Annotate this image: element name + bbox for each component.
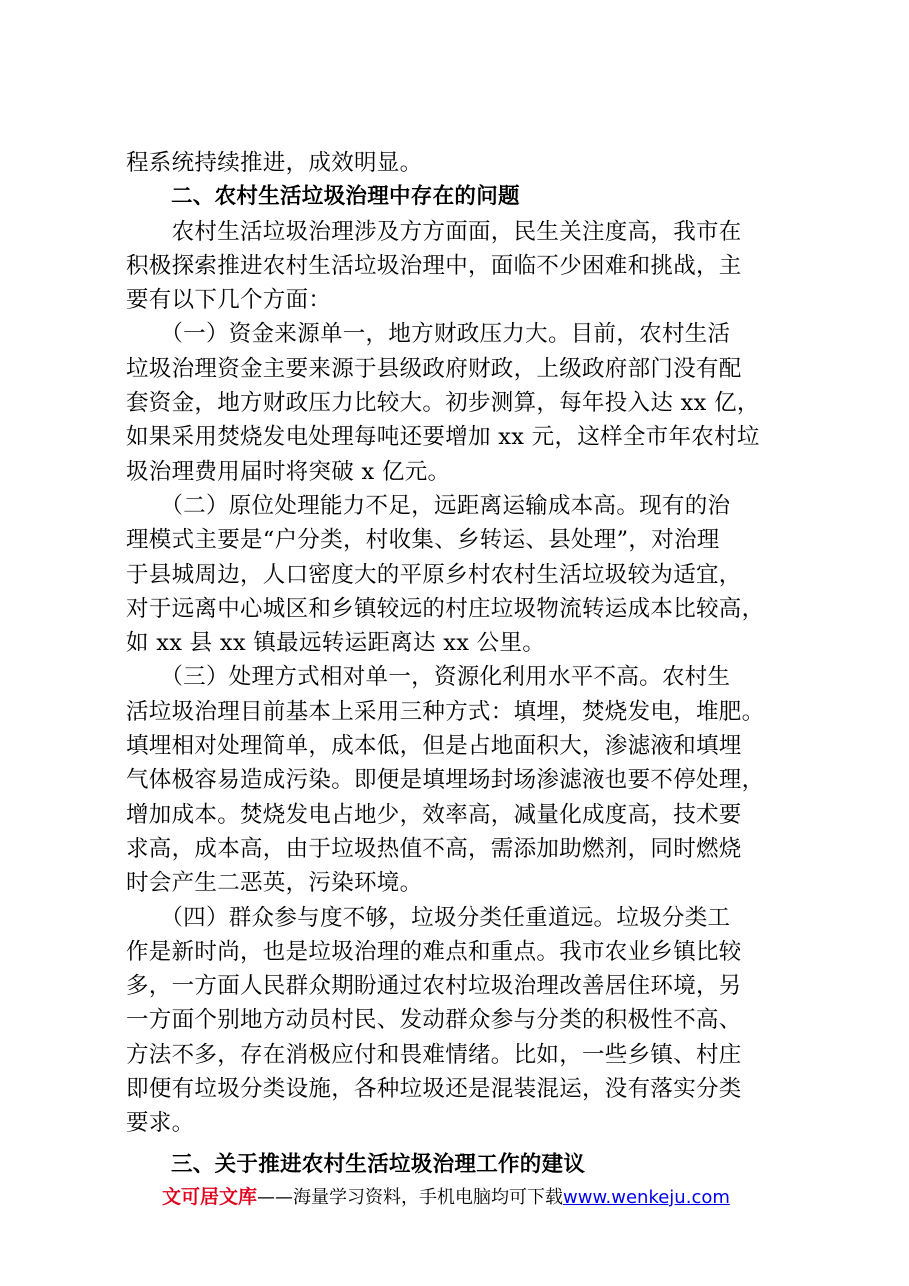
footer-website-link[interactable]: www.wenkeju.com bbox=[563, 1187, 730, 1208]
document-body bbox=[126, 146, 796, 1182]
body-text-line: 积极探索推进农村生活垃圾治理中，面临不少困难和挑战，主 bbox=[126, 252, 742, 279]
body-text-line: 垃圾治理资金主要来源于县级政府财政，上级政府部门没有配 bbox=[126, 355, 742, 382]
body-text-line: （一）资金来源单一，地方财政压力大。目前，农村生活 bbox=[126, 321, 731, 348]
body-text-line: 一方面个别地方动员村民、发动群众参与分类的积极性不高、 bbox=[126, 1007, 742, 1034]
body-text-line: 于县城周边，人口密度大的平原乡村农村生活垃圾较为适宜， bbox=[126, 561, 742, 588]
body-text-line: 气体极容易造成污染。即便是填埋场封场渗滤液也要不停处理， bbox=[126, 767, 765, 794]
body-text-line: 作是新时尚，也是垃圾治理的难点和重点。我市农业乡镇比较 bbox=[126, 938, 742, 965]
body-text-line: 农村生活垃圾治理涉及方方面面，民生关注度高，我市在 bbox=[126, 218, 742, 245]
body-text-line: 要求。 bbox=[126, 1110, 195, 1137]
footer-banner bbox=[162, 1182, 730, 1209]
body-text-line: 理模式主要是“户分类，村收集、乡转运、县处理”，对治理 bbox=[126, 527, 720, 554]
body-text-line: 方法不多，存在消极应付和畏难情绪。比如，一些乡镇、村庄 bbox=[126, 1041, 742, 1068]
body-text-line: 如 xx 县 xx 镇最远转运距离达 xx 公里。 bbox=[126, 630, 546, 657]
body-text-line: 求高，成本高，由于垃圾热值不高，需添加助燃剂，同时燃烧 bbox=[126, 835, 742, 862]
section-heading: 二、农村生活垃圾治理中存在的问题 bbox=[171, 184, 520, 210]
body-text-line: 圾治理费用届时将突破 x 亿元。 bbox=[126, 458, 451, 485]
body-text-line: 多，一方面人民群众期盼通过农村垃圾治理改善居住环境，另 bbox=[126, 973, 742, 1000]
body-text-line: （三）处理方式相对单一，资源化利用水平不高。农村生 bbox=[126, 664, 731, 691]
body-text-line: 时会产生二恶英，污染环境。 bbox=[126, 870, 423, 897]
body-text-line: 即便有垃圾分类设施，各种垃圾还是混装混运，没有落实分类 bbox=[126, 1076, 742, 1103]
body-text-line: 对于远离中心城区和乡镇较远的村庄垃圾物流转运成本比较高， bbox=[126, 595, 765, 622]
footer-tagline: ——海量学习资料，手机电脑均可下载 bbox=[257, 1187, 564, 1208]
body-text-line: 活垃圾治理目前基本上采用三种方式：填埋，焚烧发电，堆肥。 bbox=[126, 698, 765, 725]
body-text-line: 程系统持续推进，成效明显。 bbox=[126, 150, 423, 176]
body-text-line: 如果采用焚烧发电处理每吨还要增加 xx 元，这样全市年农村垃 bbox=[126, 424, 760, 451]
body-text-line: （四）群众参与度不够，垃圾分类任重道远。垃圾分类工 bbox=[126, 904, 731, 931]
body-text-line: 增加成本。焚烧发电占地少，效率高，减量化成度高，技术要 bbox=[126, 801, 742, 828]
body-text-line: （二）原位处理能力不足，远距离运输成本高。现有的治 bbox=[126, 492, 731, 519]
body-text-line: 填埋相对处理简单，成本低，但是占地面积大，渗滤液和填埋 bbox=[126, 733, 742, 760]
footer-brand: 文可居文库 bbox=[162, 1186, 258, 1208]
section-heading: 三、关于推进农村生活垃圾治理工作的建议 bbox=[171, 1151, 586, 1177]
body-text-line: 要有以下几个方面： bbox=[126, 287, 332, 314]
body-text-line: 套资金，地方财政压力比较大。初步测算，每年投入达 xx 亿， bbox=[126, 390, 760, 417]
